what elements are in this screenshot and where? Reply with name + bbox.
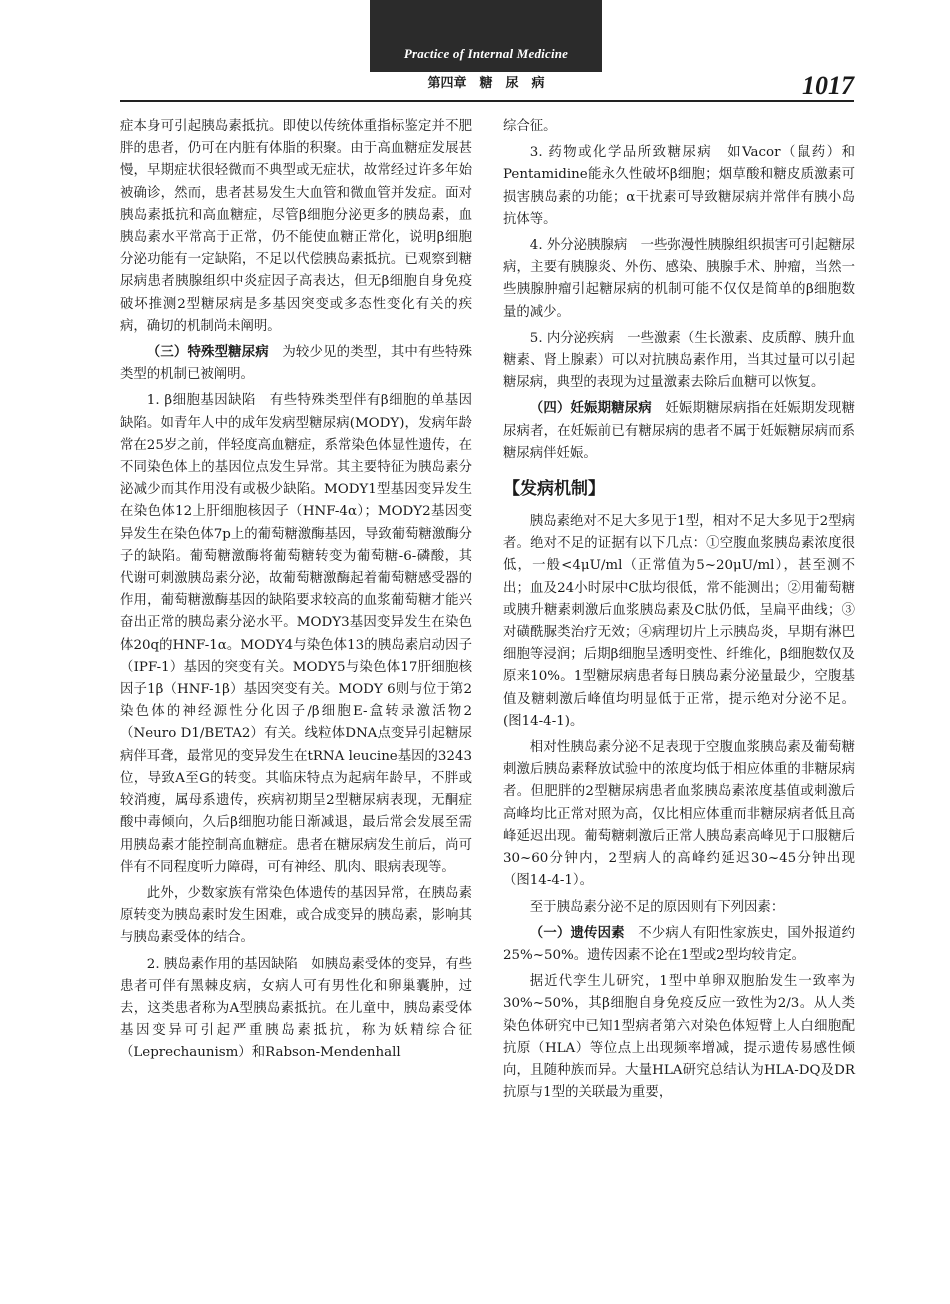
paragraph — [503, 897, 855, 919]
paragraph-text: 不少病人有阳性家族史，国外报道约25%~50%。遗传因素不论在1型或2型均较肯定。 — [503, 925, 856, 963]
paragraph — [503, 116, 855, 138]
subsection-title: （四）妊娠期糖尿病 — [529, 401, 652, 417]
subsection-title: （一）遗传因素 — [529, 925, 625, 941]
paragraph — [120, 390, 472, 878]
paragraph — [120, 883, 472, 950]
paragraph-text: 据近代孪生儿研究，1型中单卵双胞胎发生一致率为30%~50%，其β细胞自身免疫反应一致性为2/3。从人类染色体研究中已知1型病者第六对染色体短臂上人白细胞配抗原（HLA）等位点上出现频率增减，提示遗传易感性倾向，且随种族而异。大量HLA研究总结认为HLA-DQ及DR抗原与1型的关联最为重要， — [503, 974, 855, 1101]
paragraph-text: 至于胰岛素分泌不足的原因则有下列因素： — [529, 899, 785, 915]
paragraph — [120, 116, 472, 338]
page-number: 1017 — [802, 71, 854, 100]
section-heading: 【发病机制】 — [503, 479, 605, 500]
paragraph-text: 综合征。 — [503, 119, 557, 134]
paragraph-text: 胰岛素绝对不足大多见于1型，相对不足大多见于2型病者。绝对不足的证据有以下几点：①空腹血浆胰岛素浓度很低，一般<4μU/ml（正常值为5~20μU/ml），甚至测不出；血及24小时尿中C肽均很低，常不能测出；②用葡萄糖或胰升糖素刺激后血浆胰岛素及C肽仍低，呈扁平曲线；③对磺酰脲类治疗无效；④病理切片上示胰岛炎，早期有淋巴细胞等浸润；后期β细胞呈透明变性、纤维化，β细胞数仅及原来10%。1型糖尿病患者每日胰岛素分泌量最少，空腹基值及糖刺激后峰值均明显低于正常，提示绝对分泌不足。(图14-4-1)。 — [503, 514, 855, 729]
paragraph-text: 相对性胰岛素分泌不足表现于空腹血浆胰岛素及葡萄糖刺激后胰岛素释放试验中的浓度均低于相应体重的非糖尿病者。但肥胖的2型糖尿病患者血浆胰岛素浓度基值或刺激后高峰均比正常对照为高，仅比相应体重而非糖尿病者低且高峰延迟出现。葡萄糖刺激后正常人胰岛素高峰见于口服糖后30~60分钟内，2型病人的高峰约延迟30~45分钟出现（图14-4-1）。 — [503, 740, 855, 889]
right-column — [503, 116, 855, 1108]
paragraph-text: 妊娠期糖尿病指在妊娠期发现糖尿病者，在妊娠前已有糖尿病的患者不属于妊娠糖尿病而系糖尿病伴妊娠。 — [503, 401, 856, 461]
paragraph-text: 3. 药物或化学品所致糖尿病 如Vacor（鼠药）和Pentamidine能永久性破坏β细胞；烟草酸和糖皮质激素可损害胰岛素的功能；α干扰素可导致糖尿病并常伴有胰小岛抗体等。 — [503, 145, 855, 227]
journal-title: Practice of Internal Medicine — [403, 46, 569, 61]
paragraph-text: 1. β细胞基因缺陷 有些特殊类型伴有β细胞的单基因缺陷。如青年人中的成年发病型糖尿病(MODY)，发病年龄常在25岁之前，伴轻度高血糖症，系常染色体显性遗传，在不同染色体上的基因位点发生异常。其主要特征为胰岛素分泌减少而其作用没有或极少缺陷。MODY1型基因变异发生在染色体12上肝细胞核因子（HNF-4α）；MODY2基因变异发生在染色体7p上的葡萄糖激酶基因，导致葡萄糖激酶分子的缺陷。葡萄糖激酶将葡萄糖转变为葡萄糖-6-磷酸，其代谢可刺激胰岛素分泌，故葡萄糖激酶起着葡萄糖感受器的作用，葡萄糖激酶基因的缺陷要求较高的血浆葡萄糖才能兴奋出正常的胰岛素分泌水平。MODY3基因变异发生在染色体20q的HNF-1α。MODY4与染色体13的胰岛素启动因子（IPF-1）基因的突变有关。MODY5与染色体17肝细胞核因子1β（HNF-1β）基因突变有关。MODY 6则与位于第2染色体的神经源性分化因子/β细胞E-盒转录激活物2（Neuro D1/BETA2）有关。线粒体DNA点变异引起糖尿病伴耳聋，最常见的变异发生在tRNA leucine基因的3243位，导致A至G的转变。其临床特点为起病年龄早，不胖或较消瘦，属母系遗传，疾病初期呈2型糖尿病表现，无酮症酸中毒倾向，久后β细胞功能日渐减退，最后常会发展至需用胰岛素才能控制高血糖症。患者在糖尿病发生前后，尚可伴有不同程度听力障碍，可有神经、肌肉、眼病表现等。 — [120, 393, 472, 875]
paragraph — [503, 923, 855, 967]
paragraph-text: 此外，少数家族有常染色体遗传的基因异常，在胰岛素原转变为胰岛素时发生困难，或合成变异的胰岛素，影响其与胰岛素受体的结合。 — [120, 885, 472, 946]
paragraph-text: 4. 外分泌胰腺病 一些弥漫性胰腺组织损害可引起糖尿病，主要有胰腺炎、外伤、感染、胰腺手术、肿瘤，当然一些胰腺肿瘤引起糖尿病的机制可能不仅仅是简单的β细胞数量的减少。 — [503, 238, 855, 320]
paragraph-text: 为较少见的类型，其中有些特殊类型的机制已被阐明。 — [120, 345, 473, 383]
paragraph-text: 症本身可引起胰岛素抵抗。即使以传统体重指标鉴定并不肥胖的患者，仍可在内脏有体脂的积聚。由于高血糖症发展甚慢，早期症状很轻微而不典型或无症状，故常经过许多年始被确诊，然而，患者甚易发生大血管和微血管并发症。面对胰岛素抵抗和高血糖症，尽管β细胞分泌更多的胰岛素，血胰岛素水平常高于正常，仍不能使血糖正常化，说明β细胞分泌功能有一定缺陷，不足以代偿胰岛素抵抗。已观察到糖尿病患者胰腺组织中炎症因子高表达，但无β细胞自身免疫破坏推测2型糖尿病是多基因突变或多态性变化有关的疾病，确切的机制尚未阐明。 — [120, 119, 472, 334]
paragraph — [120, 954, 472, 1065]
paragraph — [503, 971, 855, 1104]
paragraph — [503, 398, 855, 465]
paragraph — [503, 142, 855, 231]
subsection-title: （三）特殊型糖尿病 — [146, 345, 269, 361]
paragraph-text: 5. 内分泌疾病 一些激素（生长激素、皮质醇、胰升血糖素、肾上腺素）可以对抗胰岛素作用，当其过量可以引起糖尿病，典型的表现为过量激素去除后血糖可以恢复。 — [503, 330, 855, 391]
paragraph — [120, 342, 472, 386]
paragraph — [503, 737, 855, 892]
left-column — [120, 116, 472, 1069]
paragraph — [503, 511, 855, 733]
paragraph — [503, 235, 855, 324]
paragraph-text: 2. 胰岛素作用的基因缺陷 如胰岛素受体的变异，有些患者可伴有黑棘皮病，女病人可有男性化和卵巢囊肿，过去，这类患者称为A型胰岛素抵抗。在儿童中，胰岛素受体基因变异可引起严重胰岛素抵抗，称为妖精综合征（Leprechaunism）和Rabson-Mendenhall — [120, 956, 472, 1061]
chapter-title: 第四章 糖 尿 病 — [427, 76, 545, 91]
paragraph — [503, 328, 855, 395]
journal-banner — [370, 0, 602, 72]
header-rule — [120, 100, 854, 102]
